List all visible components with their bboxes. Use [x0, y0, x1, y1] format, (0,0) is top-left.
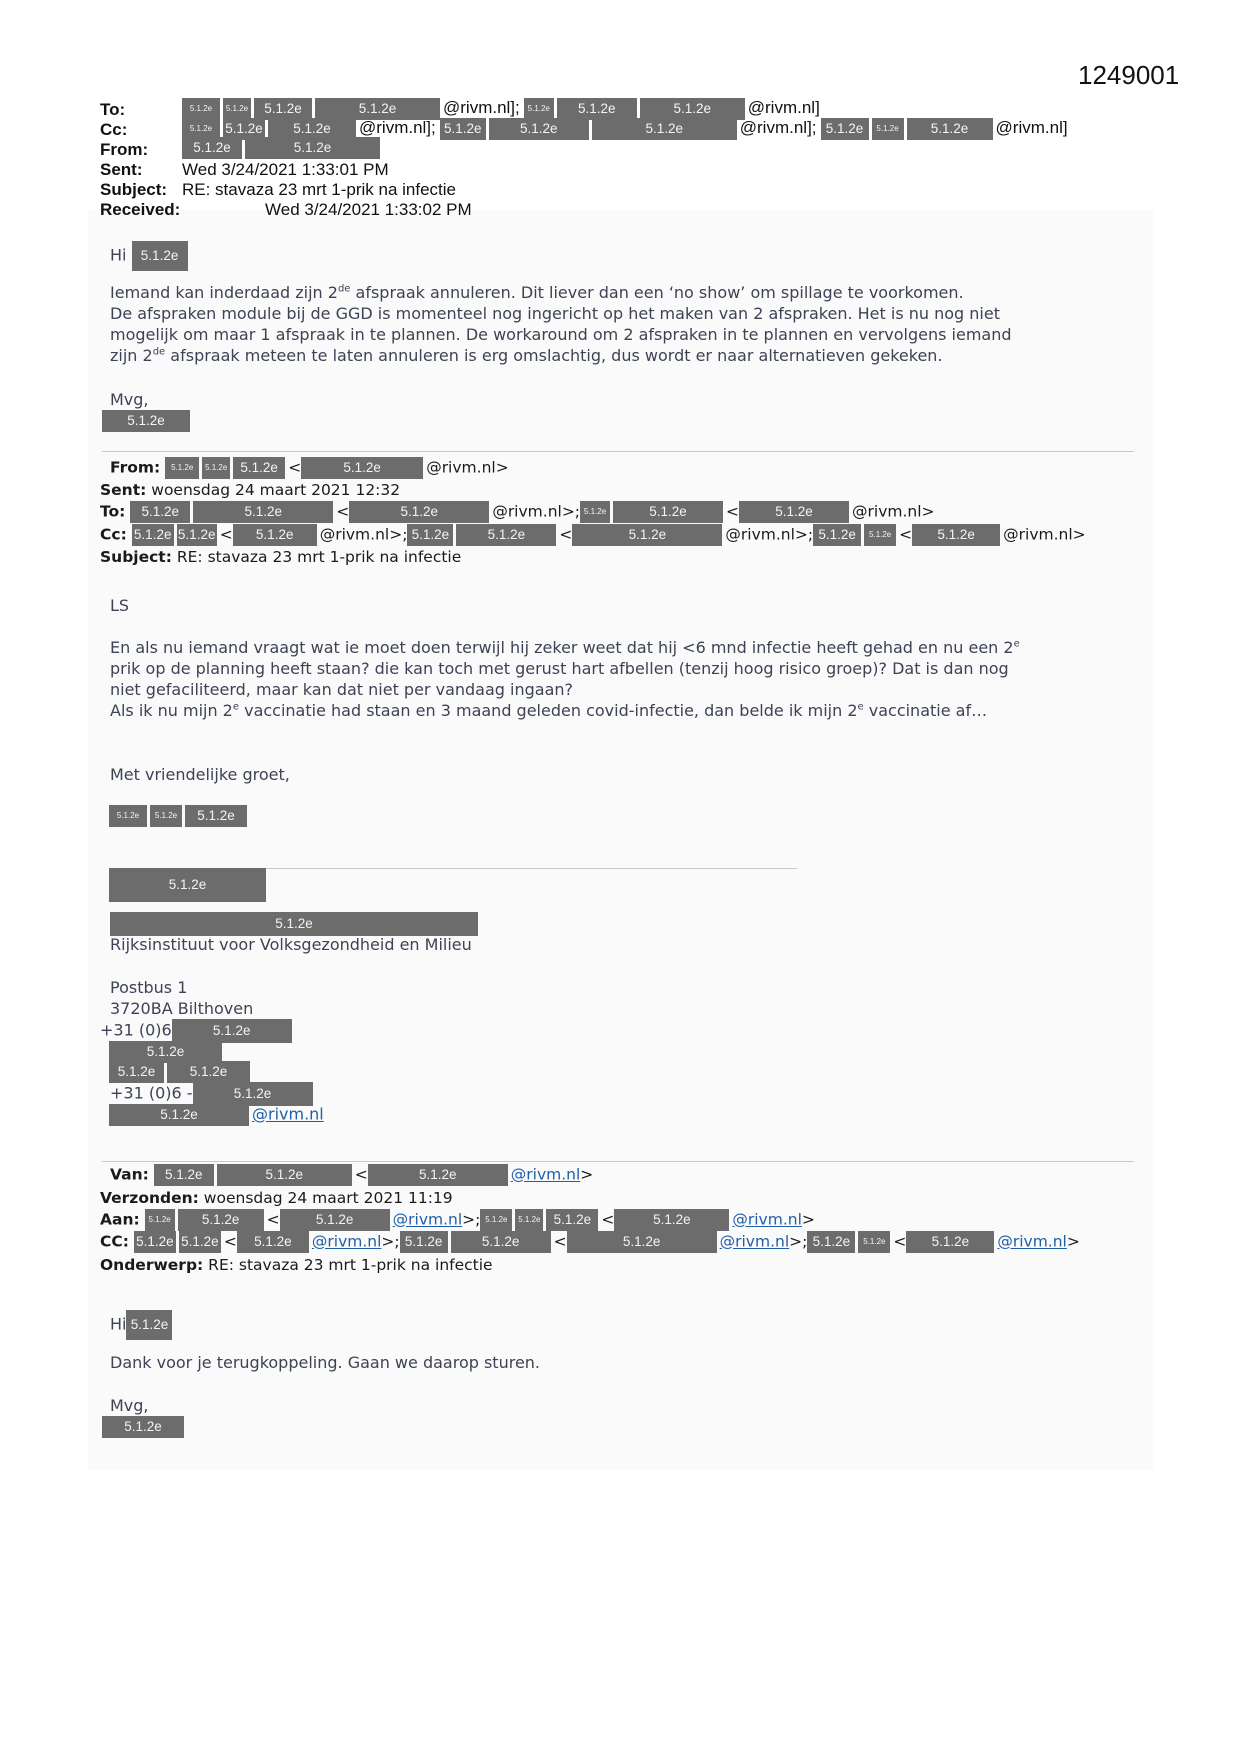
redaction: 5.1.2e — [109, 1041, 222, 1063]
email-domain: @rivm.nl]; — [359, 118, 436, 137]
message-paragraph: Als ik nu mijn 2e vaccinatie had staan en 3 maand geleden covid-infectie, dan belde ik mijn 2e vaccinatie af… — [110, 701, 988, 720]
redaction: 5.1.2e — [807, 1231, 855, 1253]
signature-title — [110, 912, 481, 936]
email-domain: @rivm.nl>; — [725, 525, 814, 544]
message-background — [88, 210, 1153, 1470]
redaction: 5.1.2e — [907, 118, 993, 140]
subject-row — [100, 180, 167, 200]
redaction: 5.1.2e — [126, 1310, 172, 1340]
email-domain: @rivm.nl] — [995, 118, 1068, 137]
redaction: 5.1.2e — [182, 118, 220, 140]
greeting-text: Hi — [110, 245, 127, 265]
redaction: 5.1.2e — [172, 1019, 292, 1043]
redaction: 5.1.2e — [524, 98, 554, 120]
redaction: 5.1.2e — [102, 410, 190, 432]
redaction: 5.1.2e — [165, 457, 199, 479]
redaction: 5.1.2e — [864, 524, 896, 546]
redaction: 5.1.2e — [480, 1209, 512, 1231]
sent-value: Wed 3/24/2021 1:33:01 PM — [182, 160, 389, 179]
subject-label: Subject: — [100, 180, 168, 199]
postal-city: 3720BA Bilthoven — [110, 999, 254, 1018]
redaction: 5.1.2e — [872, 118, 904, 140]
closing: Mvg, — [110, 390, 149, 409]
separator — [102, 451, 1134, 452]
redaction: 5.1.2e — [109, 1104, 249, 1126]
cc-row: CC: 5.1.2e 5.1.2e < 5.1.2e @rivm.nl>; 5.1.2e 5.1.2e < 5.1.2e @rivm.nl>; 5.1.2e 5.1.2e < 5.1.2e @rivm.nl> — [100, 1231, 1080, 1253]
to-recipients — [182, 98, 820, 120]
van-row: Van: 5.1.2e 5.1.2e < 5.1.2e @rivm.nl> — [110, 1164, 593, 1186]
onderwerp-label: Onderwerp: — [100, 1256, 204, 1274]
signature — [102, 410, 193, 432]
email-link[interactable]: @rivm.nl — [311, 1232, 382, 1251]
redaction: 5.1.2e — [182, 98, 220, 120]
subject-label: Subject: — [100, 548, 172, 566]
greeting-text: Hi — [110, 1314, 127, 1334]
email-link[interactable]: @rivm.nl — [252, 1104, 324, 1124]
redaction: 5.1.2e — [280, 1209, 390, 1231]
signature-line — [109, 1061, 253, 1083]
to-row — [100, 100, 125, 120]
email-link[interactable]: @rivm.nl — [392, 1210, 463, 1229]
from-sender — [182, 137, 383, 159]
email-domain: @rivm.nl>; — [492, 502, 581, 521]
redaction: 5.1.2e — [858, 1231, 890, 1253]
redaction: 5.1.2e — [254, 98, 312, 120]
sent-value: woensdag 24 maart 2021 12:32 — [151, 481, 401, 499]
redaction: 5.1.2e — [134, 1231, 176, 1253]
message-paragraph: prik op de planning heeft staan? die kan toch met gerust hart afbellen (tenzij hoog risico groep)? Dat is dan nog — [110, 659, 1009, 678]
redaction: 5.1.2e — [368, 1164, 508, 1186]
redaction: 5.1.2e — [567, 1231, 717, 1253]
redaction: 5.1.2e — [557, 98, 637, 120]
message-paragraph: Dank voor je terugkoppeling. Gaan we daarop sturen. — [110, 1353, 541, 1372]
redaction: 5.1.2e — [185, 805, 247, 827]
redaction: 5.1.2e — [821, 118, 869, 140]
redaction: 5.1.2e — [145, 1209, 175, 1231]
email-domain: @rivm.nl>; — [319, 525, 408, 544]
redaction: 5.1.2e — [233, 524, 317, 546]
redaction: 5.1.2e — [640, 98, 745, 120]
redaction: 5.1.2e — [546, 1209, 598, 1231]
from-row — [100, 140, 148, 160]
redaction: 5.1.2e — [349, 501, 489, 523]
from-row: From: 5.1.2e 5.1.2e 5.1.2e < 5.1.2e @rivm.nl> — [110, 457, 509, 479]
email-domain: @rivm.nl]; — [443, 98, 520, 117]
redaction: 5.1.2e — [167, 1061, 250, 1083]
redaction: 5.1.2e — [102, 1416, 184, 1438]
sent-row — [100, 160, 143, 180]
message-paragraph: De afspraken module bij de GGD is momenteel nog ingericht op het maken van 2 afspraken. Het is nu nog niet — [110, 304, 1000, 323]
email-domain: @rivm.nl]; — [739, 118, 817, 137]
aan-label: Aan: — [100, 1210, 140, 1229]
cc-label: CC: — [100, 1232, 129, 1251]
redaction: 5.1.2e — [912, 524, 1000, 546]
redaction: 5.1.2e — [245, 137, 380, 159]
message-paragraph: mogelijk om maar 1 afspraak in te plannen. De workaround om 2 afspraken in te plannen en vervolgens iemand — [110, 325, 1012, 344]
email-domain: @rivm.nl] — [747, 98, 820, 117]
signature-redactions — [109, 805, 250, 827]
closing: Met vriendelijke groet, — [110, 765, 290, 784]
redaction: 5.1.2e — [223, 98, 251, 120]
subject-row — [100, 548, 461, 566]
redaction: 5.1.2e — [109, 805, 147, 827]
email-link[interactable]: @rivm.nl — [719, 1232, 790, 1251]
subject-value: RE: stavaza 23 mrt 1-prik na infectie — [182, 180, 457, 199]
redaction: 5.1.2e — [110, 912, 478, 936]
from-label: From: — [110, 458, 161, 477]
phone-2: +31 (0)6 - 5.1.2e — [110, 1082, 316, 1106]
cc-label: Cc: — [100, 120, 128, 139]
redaction: 5.1.2e — [182, 137, 242, 159]
onderwerp-value: RE: stavaza 23 mrt 1-prik na infectie — [208, 1256, 493, 1274]
cc-row — [100, 120, 127, 140]
redaction: 5.1.2e — [237, 1231, 309, 1253]
message-paragraph: zijn 2de afspraak meteen te laten annuleren is erg omslachtig, dus wordt er naar alternatieven gekeken. — [110, 346, 943, 365]
redaction: 5.1.2e — [739, 501, 849, 523]
redaction: 5.1.2e — [217, 1164, 352, 1186]
redaction: 5.1.2e — [193, 1082, 313, 1106]
separator — [102, 1161, 1134, 1162]
verzonden-label: Verzonden: — [100, 1189, 199, 1207]
redaction: 5.1.2e — [178, 1209, 264, 1231]
redaction: 5.1.2e — [315, 98, 440, 120]
greeting: LS — [110, 596, 130, 615]
signature-line — [109, 1041, 225, 1063]
email-link[interactable]: @rivm.nl — [997, 1232, 1067, 1251]
redaction: 5.1.2e — [223, 118, 265, 140]
onderwerp-row — [100, 1256, 493, 1274]
redaction: 5.1.2e — [109, 1061, 164, 1083]
email-domain: @rivm.nl> — [426, 458, 509, 477]
sent-label: Sent: — [100, 481, 147, 499]
redaction: 5.1.2e — [813, 524, 861, 546]
postbus: Postbus 1 — [110, 978, 188, 997]
signature — [102, 1416, 187, 1438]
redaction: 5.1.2e — [456, 524, 556, 546]
to-row: To: 5.1.2e 5.1.2e < 5.1.2e @rivm.nl>; 5.1.2e 5.1.2e < 5.1.2e @rivm.nl> — [100, 501, 935, 523]
redaction: 5.1.2e — [572, 524, 722, 546]
greeting — [110, 1310, 175, 1340]
redaction: 5.1.2e — [614, 1209, 729, 1231]
redaction: 5.1.2e — [150, 805, 182, 827]
redaction: 5.1.2e — [580, 501, 610, 523]
aan-row: Aan: 5.1.2e 5.1.2e < 5.1.2e @rivm.nl>; 5.1.2e 5.1.2e 5.1.2e < 5.1.2e @rivm.nl> — [100, 1209, 815, 1231]
verzonden-value: woensdag 24 maart 2021 11:19 — [203, 1189, 453, 1207]
document-number: 1249001 — [1078, 60, 1180, 90]
message-paragraph: niet gefaciliteerd, maar kan dat niet per vandaag ingaan? — [110, 680, 573, 699]
from-label: From: — [100, 140, 149, 159]
redaction: 5.1.2e — [132, 524, 174, 546]
redaction: 5.1.2e — [132, 241, 188, 271]
verzonden-row — [100, 1189, 453, 1207]
sent-row — [100, 481, 400, 499]
redaction: 5.1.2e — [154, 1164, 214, 1186]
email-domain: @rivm.nl> — [1003, 525, 1086, 544]
redaction: 5.1.2e — [407, 524, 453, 546]
redaction: 5.1.2e — [268, 118, 356, 140]
redaction: 5.1.2e — [130, 501, 190, 523]
cc-label: Cc: — [100, 525, 127, 544]
redaction: 5.1.2e — [202, 457, 230, 479]
message-paragraph: Iemand kan inderdaad zijn 2de afspraak annuleren. Dit liever dan een ‘no show’ om spillage te voorkomen. — [110, 283, 964, 302]
closing: Mvg, — [110, 1396, 149, 1415]
redaction: 5.1.2e — [613, 501, 723, 523]
redaction: 5.1.2e — [440, 118, 486, 140]
redaction: 5.1.2e — [301, 457, 423, 479]
phone-1: +31 (0)6 5.1.2e — [100, 1019, 295, 1043]
redaction: 5.1.2e — [193, 501, 333, 523]
email-link[interactable]: @rivm.nl — [510, 1165, 581, 1184]
subject-value: RE: stavaza 23 mrt 1-prik na infectie — [176, 548, 462, 566]
redaction: 5.1.2e — [400, 1231, 448, 1253]
van-label: Van: — [110, 1165, 149, 1184]
redaction: 5.1.2e — [515, 1209, 543, 1231]
redaction: 5.1.2e — [489, 118, 589, 140]
sent-label: Sent: — [100, 160, 143, 179]
redaction: 5.1.2e — [177, 524, 217, 546]
organization: Rijksinstituut voor Volksgezondheid en Milieu — [110, 935, 472, 954]
email-link[interactable]: @rivm.nl — [732, 1210, 802, 1229]
message-paragraph: En als nu iemand vraagt wat ie moet doen terwijl hij zeker weet dat hij <6 mnd infectie heeft gehad en nu een 2e — [110, 638, 1020, 657]
to-label: To: — [100, 502, 126, 521]
email-domain: @rivm.nl> — [852, 502, 935, 521]
redaction: 5.1.2e — [233, 457, 285, 479]
cc-row: Cc: 5.1.2e 5.1.2e < 5.1.2e @rivm.nl>; 5.1.2e 5.1.2e < 5.1.2e @rivm.nl>; 5.1.2e 5.1.2e < 5.1.2e @rivm.nl> — [100, 524, 1086, 546]
redaction: 5.1.2e — [906, 1231, 994, 1253]
to-label: To: — [100, 100, 126, 119]
signature-name — [109, 868, 269, 902]
greeting — [110, 241, 191, 271]
email-row — [109, 1104, 324, 1126]
redaction: 5.1.2e — [109, 868, 266, 902]
received-label: Received: — [100, 200, 181, 219]
redaction: 5.1.2e — [179, 1231, 221, 1253]
received-row — [100, 200, 180, 220]
redaction: 5.1.2e — [592, 118, 737, 140]
redaction: 5.1.2e — [451, 1231, 551, 1253]
received-value: Wed 3/24/2021 1:33:02 PM — [265, 200, 472, 219]
